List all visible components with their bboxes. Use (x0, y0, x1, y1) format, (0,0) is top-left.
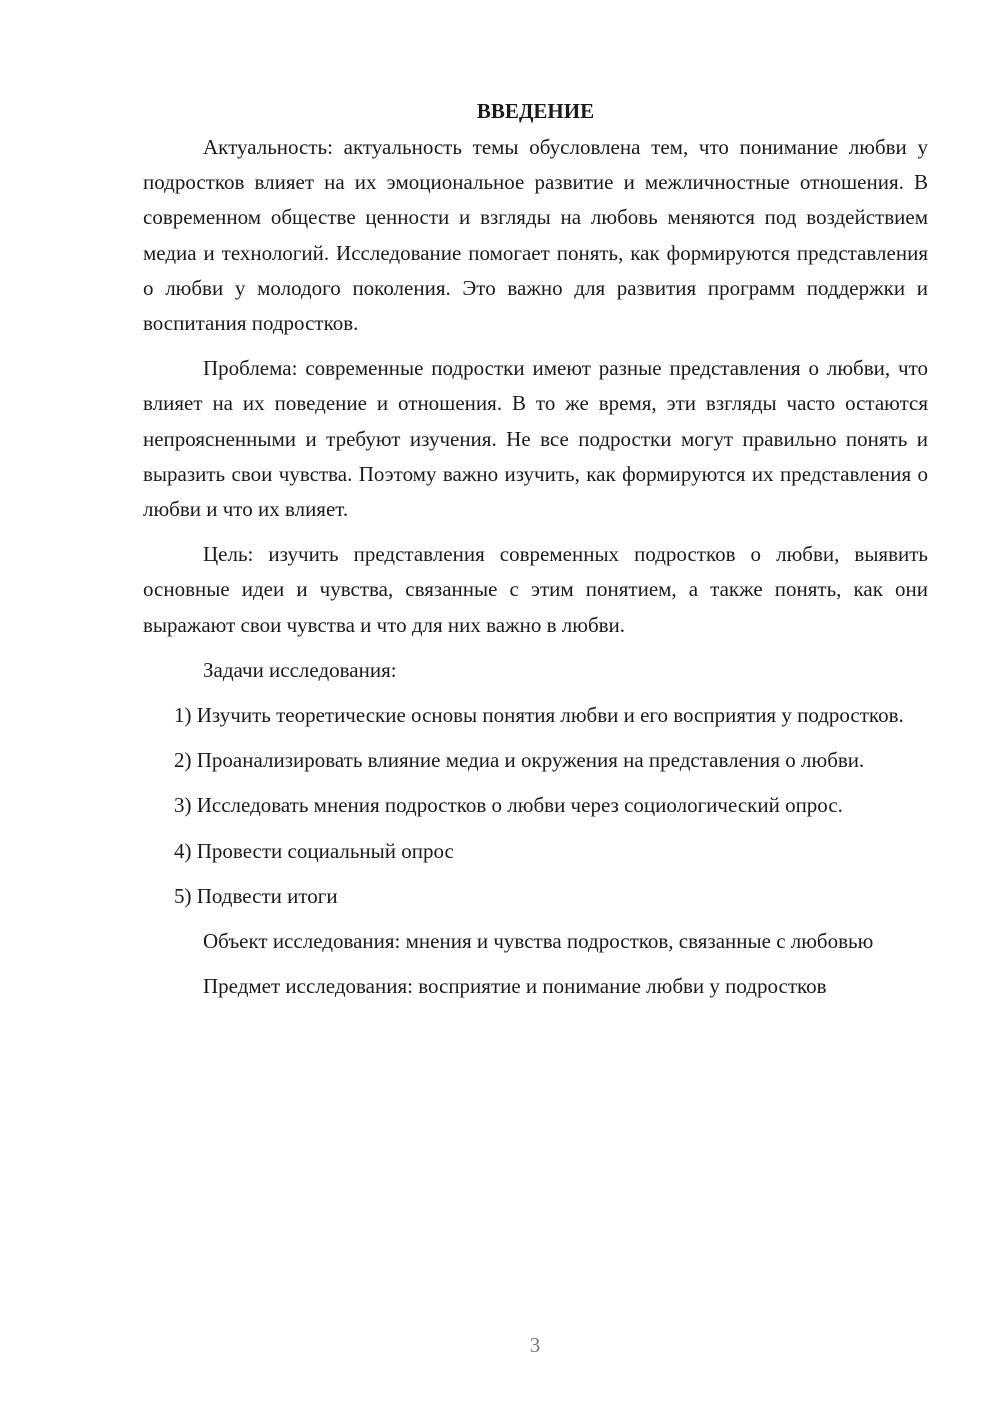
relevance-paragraph: Актуальность: актуальность темы обусловлена тем, что понимание любви у подростков влияет на их эмоциональное развитие и межличностные отношения. В современном обществе ценности и взгляды на любовь меняются под воздействием медиа и технологий. Исследование помогает понять, как формируются представления о любви у молодого поколения. Это важно для развития программ поддержки и воспитания подростков. (143, 135, 928, 336)
task-item-2: 2) Проанализировать влияние медиа и окружения на представления о любви. (174, 748, 865, 773)
tasks-intro: Задачи исследования: (203, 657, 397, 682)
section-heading: ВВЕДЕНИЕ (476, 99, 595, 123)
task-item-5: 5) Подвести итоги (174, 883, 338, 908)
goal-paragraph: Цель: изучить представления современных подростков о любви, выявить основные идеи и чувства, связанные с этим понятием, а также понять, как они выражают свои чувства и что для них важно в любви. (143, 542, 928, 637)
document-page (143, 96, 928, 1014)
page-number: 3 (529, 1333, 541, 1357)
subject-paragraph: Предмет исследования: восприятие и понимание любви у подростков (203, 974, 827, 999)
task-item-3: 3) Исследовать мнения подростков о любви через социологический опрос. (174, 793, 843, 818)
object-paragraph: Объект исследования: мнения и чувства подростков, связанные с любовью (203, 929, 874, 954)
task-item-1: 1) Изучить теоретические основы понятия любви и его восприятия у подростков. (174, 703, 904, 728)
task-item-4: 4) Провести социальный опрос (174, 838, 454, 863)
problem-paragraph: Проблема: современные подростки имеют разные представления о любви, что влияет на их поведение и отношения. В то же время, эти взгляды часто остаются непроясненными и требуют изучения. Не все подростки могут правильно понять и выразить свои чувства. Поэтому важно изучить, как формируются их представления о любви и что их влияет. (143, 356, 928, 522)
